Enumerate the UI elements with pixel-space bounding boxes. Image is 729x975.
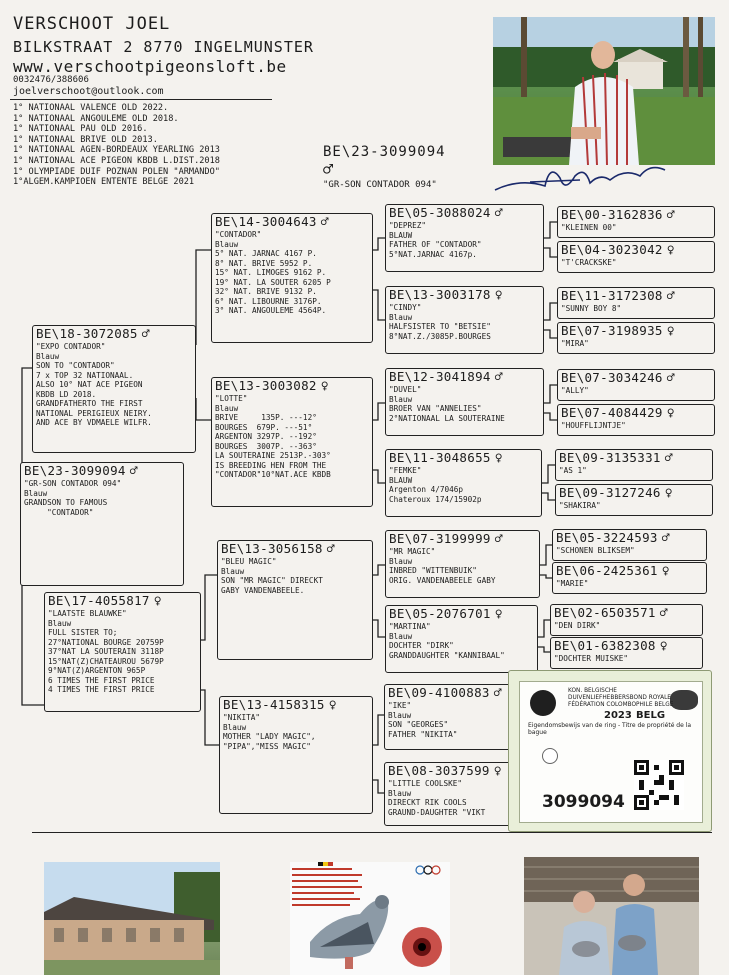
pigeon-detail-line: Blauw — [223, 722, 247, 732]
pigeon-card — [385, 368, 544, 436]
pigeon-detail-line: 19° NAT. LA SOUTER 6205 P — [215, 277, 331, 287]
pigeon-ring-row — [558, 207, 714, 223]
female-symbol-icon: ♀ — [664, 486, 673, 501]
pigeon-nickname: "EXPO CONTADOR" — [36, 342, 106, 351]
pigeon-detail-line: 8°NAT.Z./3085P.BOURGES — [389, 331, 491, 341]
pigeon-detail-line: 15° NAT. LIMOGES 9162 P. — [215, 268, 327, 277]
male-symbol-icon: ♂ — [494, 370, 503, 385]
pigeon-ring-number: BE\05-3088024 — [389, 205, 491, 220]
pigeon-detail-line: BROER VAN "ANNELIES" — [389, 404, 482, 413]
ring-certificate-card — [508, 670, 712, 832]
pigeon-ring-number: BE\07-3034246 — [561, 370, 663, 385]
pigeon-detail-line: 3° NAT. ANGOULEME 4564P. — [215, 306, 327, 315]
pigeon-detail-line: FATHER "NIKITA" — [388, 729, 458, 739]
ring-card-country: BELG — [636, 710, 666, 721]
pigeon-detail-line: 7 x TOP 32 NATIONAAL. — [36, 370, 134, 380]
pigeon-detail-line: ARGENTON 3297P. --192° — [215, 432, 317, 441]
achievement-item: 1° OLYMPIADE DUIF POZNAN POLEN "ARMANDO" — [13, 166, 220, 177]
achievement-item: 1°ALGEM.KAMPIOEN ENTENTE BELGE 2021 — [13, 177, 195, 188]
pigeon-ring-number: BE\07-3199999 — [389, 531, 491, 546]
pigeon-nickname: "KLEINEN 00" — [561, 223, 617, 232]
pigeon-card — [557, 287, 715, 319]
pigeon-ring-row — [558, 405, 714, 421]
pigeon-ring-row — [556, 450, 712, 466]
pigeon-ring-number: BE\13-3003178 — [389, 287, 491, 302]
pigeon-detail-line: "PIPA","MISS MAGIC" — [223, 741, 311, 751]
owners-photo — [524, 857, 699, 975]
loft-photo — [44, 862, 220, 975]
pigeon-ring-number: BE\13-4158315 — [223, 697, 325, 712]
male-symbol-icon: ♂ — [666, 371, 675, 386]
pigeon-ring-number: BE\08-3037599 — [388, 763, 490, 778]
pigeon-card — [557, 322, 715, 354]
pigeon-nickname: "LITTLE COOLSKE" — [388, 779, 463, 788]
pigeon-ring-row — [386, 369, 543, 385]
pigeon-nickname: "FEMKE" — [389, 466, 422, 475]
pigeon-detail-line: 27°NATIONAL BOURGE 20759P — [48, 637, 164, 647]
pigeon-card — [211, 213, 373, 343]
pigeon-detail-line: FULL SISTER TO; — [48, 628, 118, 637]
pigeon-detail-line: Blauw — [389, 394, 413, 404]
pigeon-ring-row — [220, 697, 372, 713]
pigeon-nickname: "CONTADOR" — [215, 230, 262, 239]
pigeon-card — [217, 540, 373, 660]
pigeon-detail-line: Blauw — [388, 710, 412, 720]
pigeon-ring-row — [212, 214, 372, 230]
male-symbol-icon: ♂ — [494, 206, 503, 221]
female-symbol-icon: ♀ — [659, 639, 668, 654]
owner-address: BILKSTRAAT 2 8770 INGELMUNSTER — [13, 38, 314, 56]
pigeon-card — [211, 377, 373, 507]
pigeon-detail-line: BLAUW — [389, 475, 413, 485]
pigeon-ring-number: BE\14-3004643 — [215, 214, 317, 229]
pigeon-detail-line: 32° NAT. BRIVE 9132 P. — [215, 287, 317, 296]
pigeon-detail-line: 6° NAT. LIBOURNE 3176P. — [215, 296, 322, 306]
pigeon-ring-row — [553, 530, 706, 546]
pigeon-ring-row — [21, 463, 183, 479]
ring-card-number: 3099094 — [542, 792, 625, 812]
pigeon-nickname: "AS 1" — [559, 466, 587, 475]
pigeon-nickname: "BLEU MAGIC" — [221, 557, 277, 566]
pigeon-detail-line: Blauw — [24, 488, 48, 498]
pigeon-detail-line: ALSO 10° NAT ACE PIGEON — [36, 380, 143, 389]
female-symbol-icon: ♀ — [320, 379, 329, 394]
pigeon-detail-line: "CONTADOR"10°NAT.ACE KBDB — [215, 470, 331, 479]
pigeon-detail-line: GRANDDAUGHTER "KANNIBAAL" — [389, 650, 505, 660]
pigeon-card — [550, 604, 703, 636]
ring-card-org: KON. BELGISCHE DUIVENLIEFHEBBERSBOND ROYALE FÉDÉRATION COLOMBOPHILE BELGE — [568, 688, 674, 708]
subject-ring: BE\23-3099094 — [323, 144, 446, 160]
pigeon-ring-number: BE\17-4055817 — [48, 593, 150, 608]
pigeon-ring-row — [556, 485, 712, 501]
pigeon-detail-line: DIRECKT RIK COOLS — [388, 798, 467, 807]
pigeon-detail-line: GABY VANDENABEELE. — [221, 585, 305, 595]
pigeon-card — [385, 204, 544, 272]
pigeon-card — [219, 696, 373, 814]
pigeon-detail-line: MOTHER "LADY MAGIC", — [223, 732, 316, 741]
pigeon-detail-line: SON TO "CONTADOR" — [36, 361, 115, 370]
pigeon-detail-line: HALFSISTER TO "BETSIE" — [389, 322, 491, 331]
pigeon-detail-line: Blauw — [215, 403, 239, 413]
female-symbol-icon: ♀ — [494, 288, 503, 303]
pigeon-detail-line: BRIVE 135P. ---12° — [215, 413, 317, 422]
ring-card-note: Eigendomsbewijs van de ring - Titre de propriété de la bague — [528, 722, 692, 736]
male-symbol-icon: ♂ — [661, 531, 670, 546]
pigeon-card — [20, 462, 184, 586]
pigeon-ring-number: BE\01-6382308 — [554, 638, 656, 653]
pigeon-detail-line: Blauw — [389, 312, 413, 322]
pigeon-detail-line: 5°NAT.JARNAC 4167p. — [389, 249, 477, 259]
pigeon-ring-number: BE\05-2076701 — [389, 606, 491, 621]
pigeon-detail-line: KBDB LD 2018. — [36, 389, 97, 399]
male-symbol-icon: ♂ — [129, 464, 138, 479]
pigeon-detail-line: 37°NAT LA SOUTERAIN 3118P — [48, 647, 164, 656]
male-symbol-icon: ♂ — [664, 451, 673, 466]
female-symbol-icon: ♀ — [153, 594, 162, 609]
pigeon-card — [44, 592, 201, 712]
footer-divider — [32, 832, 712, 833]
pigeon-nickname: "ALLY" — [561, 386, 589, 395]
female-symbol-icon: ♀ — [493, 764, 502, 779]
pigeon-ring-row — [386, 287, 543, 303]
pigeon-ring-row — [553, 563, 706, 579]
pigeon-nickname: "DOCHTER MUISKE" — [554, 654, 629, 663]
achievement-item: 1° NATIONAAL AGEN-BORDEAUX YEARLING 2013 — [13, 145, 220, 156]
pigeon-photo — [290, 862, 450, 975]
pigeon-detail-line: 9°NAT(Z)ARGENTON 965P — [48, 666, 146, 675]
pigeon-nickname: "HOUFFLIJNTJE" — [561, 421, 626, 430]
pigeon-nickname: "DUVEL" — [389, 385, 422, 394]
pigeon-ring-number: BE\12-3041894 — [389, 369, 491, 384]
pigeon-ring-row — [386, 205, 543, 221]
pigeon-card — [550, 637, 703, 669]
pigeon-card — [555, 449, 713, 481]
pigeon-detail-line: INBRED "WITTENBUIK" — [389, 566, 477, 575]
pigeon-ring-row — [386, 450, 541, 466]
achievement-item: 1° NATIONAAL ANGOULEME OLD 2018. — [13, 113, 179, 124]
pigeon-ring-row — [558, 323, 714, 339]
pigeon-detail-line: Blauw — [221, 566, 245, 576]
pigeon-detail-line: 8° NAT. BRIVE 5952 P. — [215, 258, 313, 268]
pigeon-card — [555, 484, 713, 516]
pigeon-nickname: "SHAKIRA" — [559, 501, 601, 510]
pigeon-detail-line: Blauw — [215, 239, 239, 249]
pigeon-ring-row — [551, 638, 702, 654]
pigeon-detail-line: Blauw — [36, 351, 60, 361]
pigeon-ring-number: BE\23-3099094 — [24, 463, 126, 478]
pigeon-detail-line: DOCHTER "DIRK" — [389, 641, 454, 650]
pigeon-ring-number: BE\00-3162836 — [561, 207, 663, 222]
pigeon-detail-line: "CONTADOR" — [24, 507, 94, 517]
pigeon-ring-number: BE\04-3023042 — [561, 242, 663, 257]
female-symbol-icon: ♀ — [494, 607, 503, 622]
achievement-item: 1° NATIONAAL PAU OLD 2016. — [13, 124, 148, 135]
pigeon-ring-row — [218, 541, 372, 557]
pigeon-nickname: "DEN DIRK" — [554, 621, 601, 630]
kbdb-logo-icon — [530, 690, 556, 716]
pigeon-detail-line: 2°NATIONAAL LA SOUTERAINE — [389, 413, 505, 423]
pigeon-detail-line: BLAUW — [389, 230, 413, 240]
male-symbol-icon: ♂ — [659, 606, 668, 621]
pigeon-detail-line: GRANDSON TO FAMOUS — [24, 498, 108, 507]
subject-nickname: "GR-SON CONTADOR 094" — [323, 180, 437, 190]
pigeon-ring-number: BE\11-3048655 — [389, 450, 491, 465]
pigeon-detail-line: 6 TIMES THE FIRST PRICE — [48, 675, 155, 685]
male-symbol-icon: ♂ — [320, 215, 329, 230]
pigeon-ring-number: BE\13-3003082 — [215, 378, 317, 393]
pigeon-nickname: "MIRA" — [561, 339, 589, 348]
pigeon-card — [552, 562, 707, 594]
pigeon-detail-line: ORIG. VANDENABEELE GABY — [389, 575, 496, 585]
pigeon-detail-line: SON "MR MAGIC" DIRECKT — [221, 576, 323, 585]
pigeon-detail-line: BOURGES 679P. ---51° — [215, 422, 313, 432]
pigeon-card — [552, 529, 707, 561]
pigeon-detail-line: BOURGES 3007P. --363° — [215, 441, 317, 451]
pigeon-detail-line: Blauw — [389, 631, 413, 641]
achievement-item: 1° NATIONAAL ACE PIGEON KBDB L.DIST.2018 — [13, 155, 220, 166]
pigeon-nickname: "NIKITA" — [223, 713, 261, 722]
pigeon-card — [557, 369, 715, 401]
pigeon-nickname: "MARIE" — [556, 579, 589, 588]
pigeon-ring-number: BE\18-3072085 — [36, 326, 138, 341]
pigeon-detail-line: Blauw — [389, 556, 413, 566]
pigeon-ring-number: BE\05-3224593 — [556, 530, 658, 545]
pigeon-card — [557, 206, 715, 238]
pigeon-card — [557, 404, 715, 436]
ring-card-hole — [542, 748, 558, 764]
pigeon-card — [385, 449, 542, 517]
ring-certificate-inner — [519, 681, 703, 823]
female-symbol-icon: ♀ — [666, 243, 675, 258]
male-symbol-icon: ♂ — [666, 208, 675, 223]
pigeon-nickname: "CINDY" — [389, 303, 422, 312]
pigeon-ring-number: BE\07-3198935 — [561, 323, 663, 338]
pigeon-card — [385, 530, 540, 598]
pigeon-detail-line: FATHER OF "CONTADOR" — [389, 240, 482, 249]
pigeon-detail-line: 5° NAT. JARNAC 4167 P. — [215, 249, 317, 258]
owner-name: VERSCHOOT JOEL — [13, 14, 171, 34]
male-symbol-icon: ♂ — [493, 686, 502, 701]
female-symbol-icon: ♀ — [494, 451, 503, 466]
pigeon-card — [32, 325, 196, 453]
pigeon-detail-line: Chateroux 174/15902p — [389, 494, 482, 504]
female-symbol-icon: ♀ — [661, 564, 670, 579]
pigeon-card — [385, 605, 538, 673]
pigeon-ring-number: BE\07-4084429 — [561, 405, 663, 420]
male-symbol-icon: ♂ — [494, 532, 503, 547]
pigeon-detail-line: GRANDFATHERTO THE FIRST — [36, 399, 143, 408]
pigeon-ring-row — [558, 242, 714, 258]
pigeon-ring-row — [33, 326, 195, 342]
pigeon-ring-row — [386, 531, 539, 547]
owner-phone: 0032476/388606 — [13, 75, 89, 85]
pigeon-ring-row — [558, 288, 714, 304]
achievement-item: 1° NATIONAAL VALENCE OLD 2022. — [13, 103, 169, 113]
owner-website[interactable]: www.verschootpigeonsloft.be — [13, 57, 287, 76]
pigeon-nickname: "T'CRACKSKE" — [561, 258, 617, 267]
pigeon-nickname: "SCHONEN BLIKSEM" — [556, 546, 635, 555]
male-symbol-icon: ♂ — [326, 542, 335, 557]
pigeon-detail-line: 4 TIMES THE FIRST PRICE — [48, 685, 155, 694]
pigeon-detail-line: LA SOUTERAINE 2513P.-303° — [215, 451, 331, 460]
pigeon-nickname: "MARTINA" — [389, 622, 431, 631]
pigeon-detail-line: NATIONAL PERIGIEUX NEIRY. — [36, 408, 152, 418]
female-symbol-icon: ♀ — [328, 698, 337, 713]
female-symbol-icon: ♀ — [666, 406, 675, 421]
pigeon-detail-line: AND ACE BY VDMAELE WILFR. — [36, 418, 152, 427]
pigeon-ring-number: BE\09-3127246 — [559, 485, 661, 500]
pigeon-detail-line: Blauw — [388, 788, 412, 798]
pigeon-ring-number: BE\02-6503571 — [554, 605, 656, 620]
pigeon-nickname: "IKE" — [388, 701, 412, 710]
pigeon-nickname: "LOTTE" — [215, 394, 248, 403]
ring-card-year: 2023 — [604, 710, 632, 721]
pigeon-detail-line: Blauw — [48, 618, 72, 628]
pigeon-ring-number: BE\09-3135331 — [559, 450, 661, 465]
pigeon-card — [557, 241, 715, 273]
pigeon-nickname: "SUNNY BOY 8" — [561, 304, 622, 313]
owner-email[interactable]: joelverschoot@outlook.com — [13, 86, 164, 97]
pigeon-detail-line: IS BREEDING HEN FROM THE — [215, 460, 327, 470]
pigeon-ring-number: BE\06-2425361 — [556, 563, 658, 578]
pigeon-ring-row — [386, 606, 537, 622]
pigeon-detail-line: 15°NAT(Z)CHATEAUROU 5679P — [48, 656, 164, 666]
male-symbol-icon: ♂ — [323, 160, 334, 180]
pigeon-nickname: "DEPREZ" — [389, 221, 427, 230]
female-symbol-icon: ♀ — [666, 324, 675, 339]
male-symbol-icon: ♂ — [666, 289, 675, 304]
pigeon-nickname: "GR-SON CONTADOR 094" — [24, 479, 122, 488]
pigeon-nickname: "MR MAGIC" — [389, 547, 436, 556]
male-symbol-icon: ♂ — [141, 327, 150, 342]
pigeon-ring-row — [212, 378, 372, 394]
pigeon-nickname: "LAATSTE BLAUWKE" — [48, 609, 127, 618]
pigeon-ring-row — [45, 593, 200, 609]
pigeon-ring-number: BE\11-3172308 — [561, 288, 663, 303]
pigeon-ring-number: BE\09-4100883 — [388, 685, 490, 700]
pigeon-ring-row — [551, 605, 702, 621]
pigeon-detail-line: SON "GEORGES" — [388, 720, 449, 729]
pigeon-detail-line: Argenton 4/7046p — [389, 485, 464, 494]
pigeon-card — [385, 286, 544, 354]
achievement-item: 1° NATIONAAL BRIVE OLD 2013. — [13, 134, 158, 145]
pigeon-ring-row — [558, 370, 714, 386]
pigeon-detail-line: GRAUND-DAUGHTER "VIKT — [388, 807, 486, 817]
qr-code-icon — [634, 760, 684, 810]
pigeon-ring-number: BE\13-3056158 — [221, 541, 323, 556]
